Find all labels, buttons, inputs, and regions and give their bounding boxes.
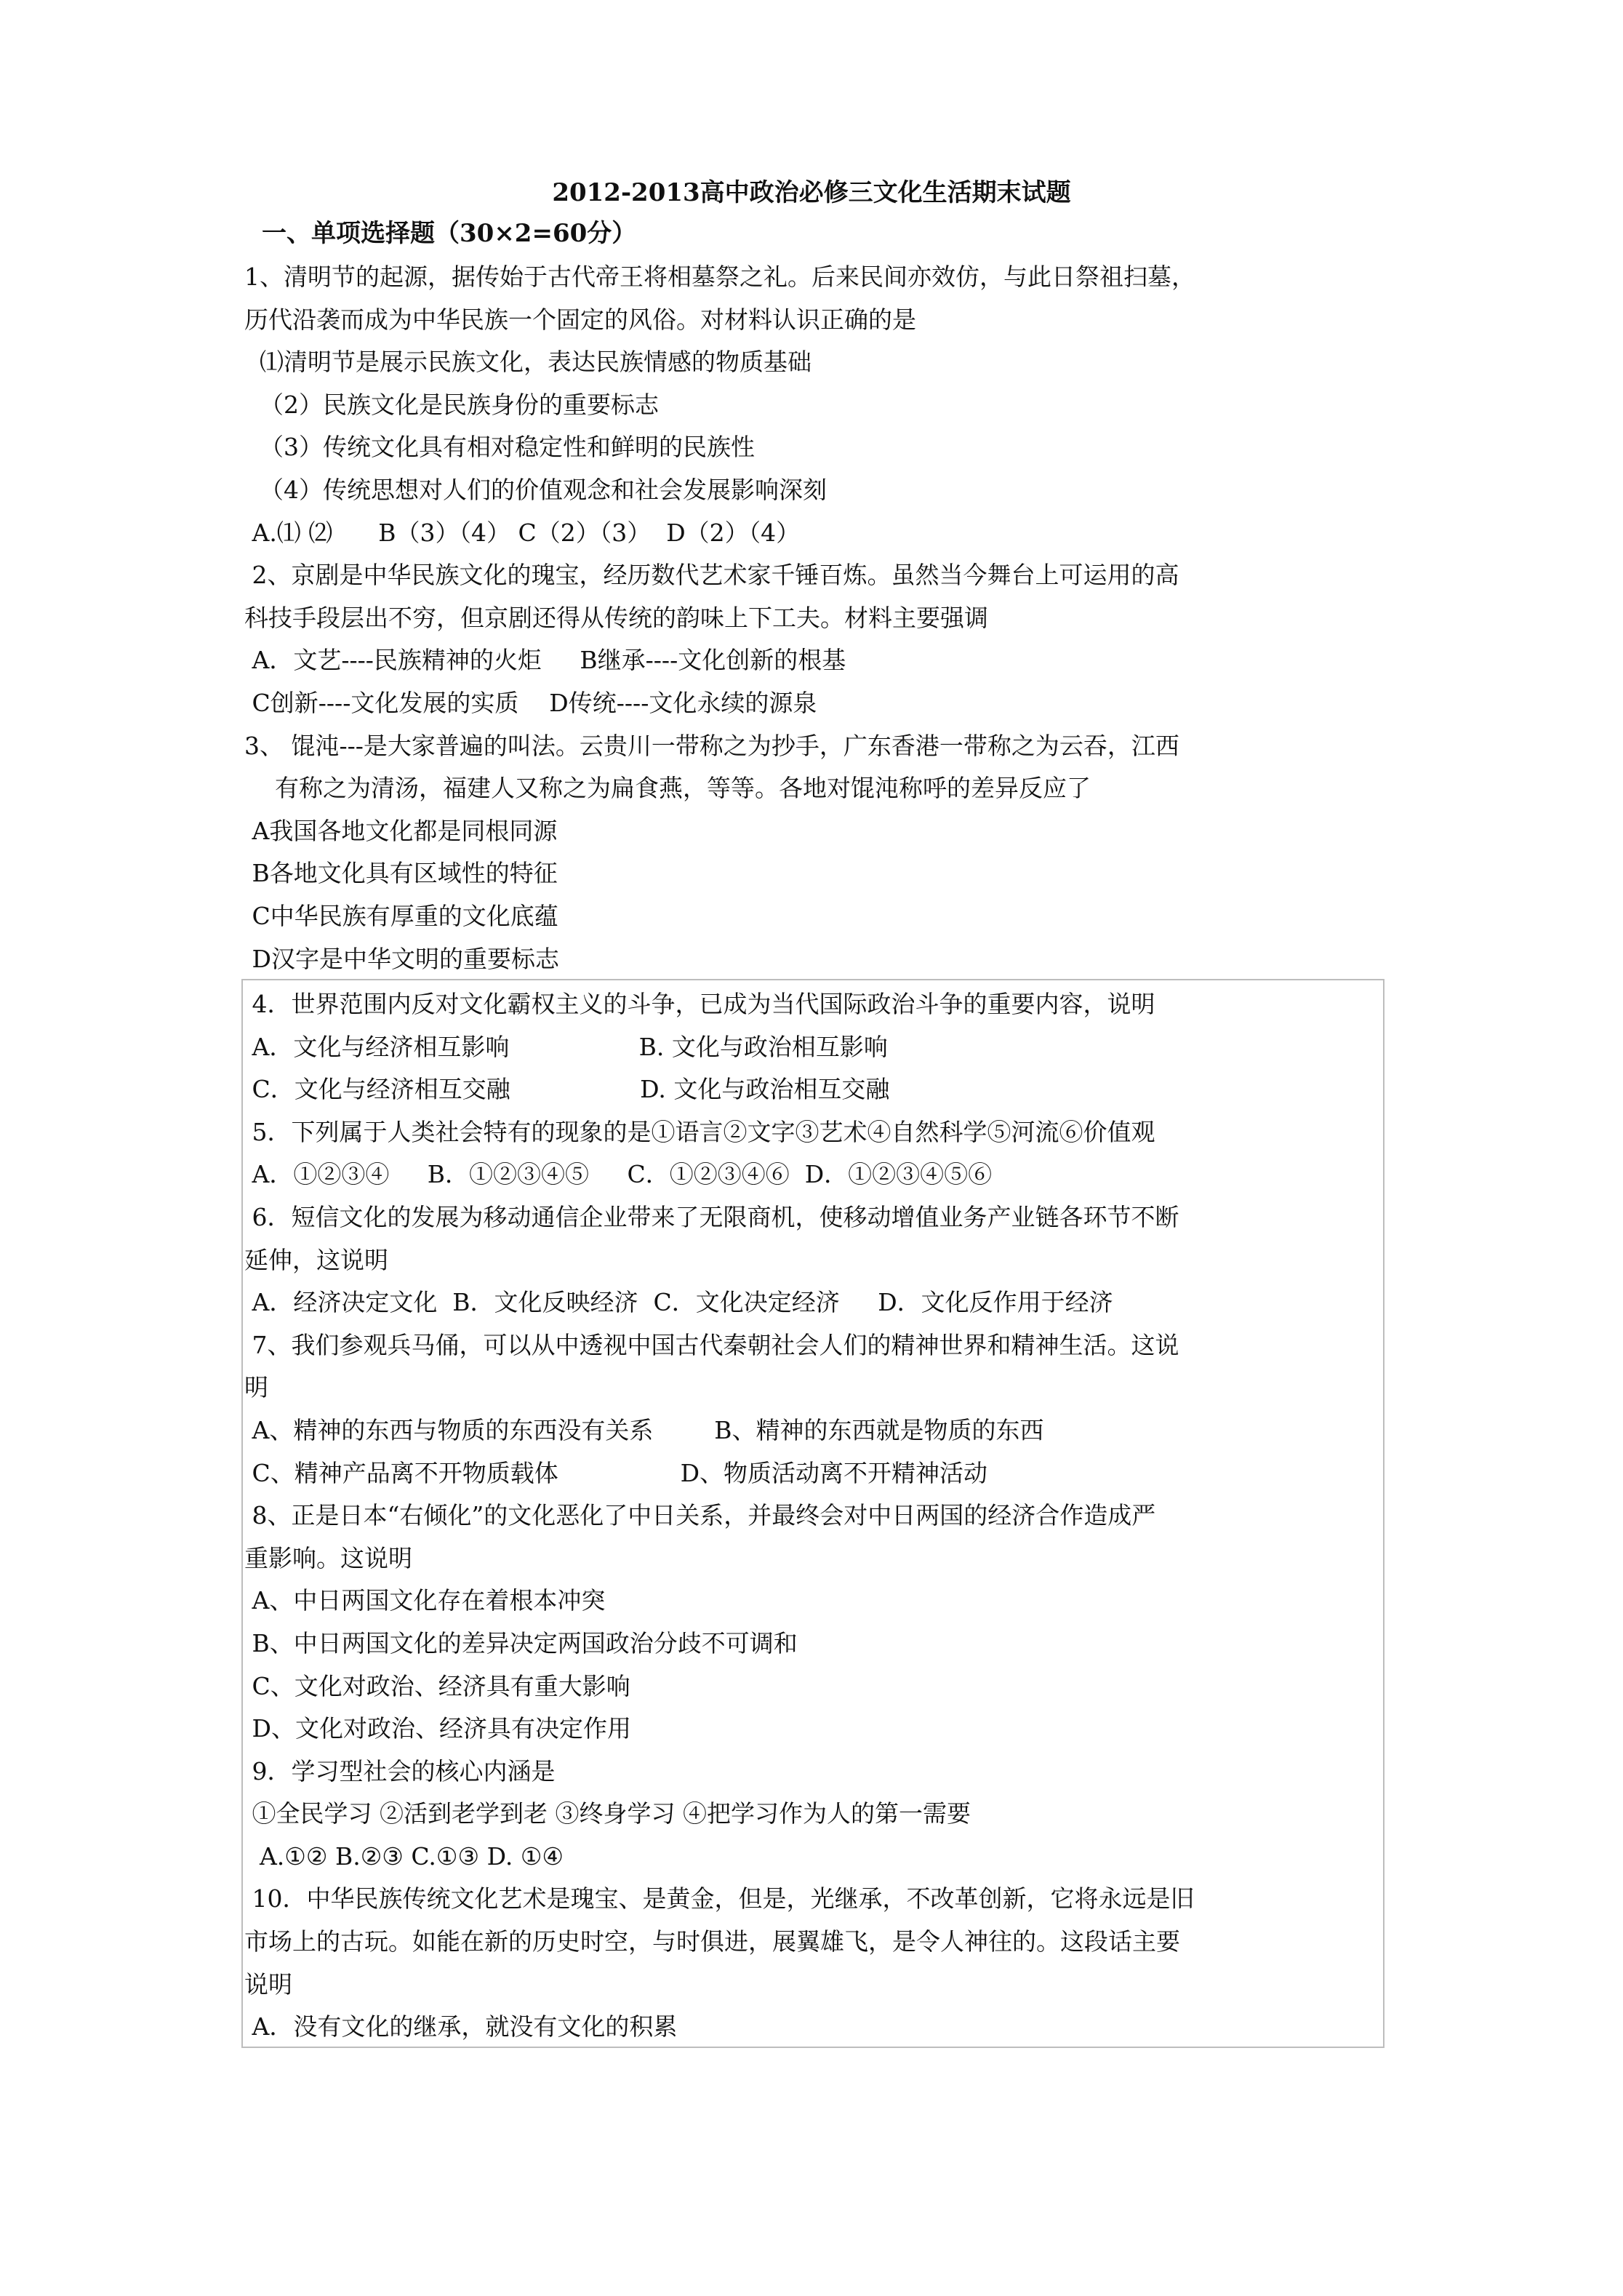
text-line: C创新----文化发展的实质 D传统----文化永续的源泉 <box>244 688 817 717</box>
text-line: A、中日两国文化存在着根本冲突 <box>244 1586 606 1615</box>
text-line: A．文艺----民族精神的火炬 B继承----文化创新的根基 <box>244 646 846 675</box>
text-line: A我国各地文化都是同根同源 <box>244 816 558 845</box>
text-line: C、文化对政治、经济具有重大影响 <box>244 1671 630 1700</box>
text-line: 7、我们参观兵马俑，可以从中透视中国古代秦朝社会人们的精神世界和精神生活。这说 <box>244 1330 1179 1359</box>
exam-title: 2012-2013高中政治必修三文化生活期末试题 <box>552 178 1071 207</box>
text-line: A.①② B.②③ C.①③ D. ①④ <box>244 1841 564 1871</box>
text-line: A.⑴ ⑵ B（3）（4） C（2）（3） D（2）（4） <box>244 518 801 547</box>
questions-part-2 <box>244 983 1379 2049</box>
text-line: 8、正是日本“右倾化”的文化恶化了中日关系，并最终会对中日两国的经济合作造成严 <box>244 1501 1156 1530</box>
text-line: 明 <box>244 1373 268 1402</box>
text-line: C．文化与经济相互交融 D. 文化与政治相互交融 <box>244 1075 890 1104</box>
text-line: B、中日两国文化的差异决定两国政治分歧不可调和 <box>244 1628 798 1657</box>
text-line: A．文化与经济相互影响 B. 文化与政治相互影响 <box>244 1032 888 1061</box>
text-line: C、精神产品离不开物质载体 D、物质活动离不开精神活动 <box>244 1458 988 1487</box>
text-line: （3）传统文化具有相对稳定性和鲜明的民族性 <box>244 433 755 462</box>
text-line: 1、清明节的起源，据传始于古代帝王将相墓祭之礼。后来民间亦效仿，与此日祭祖扫墓， <box>244 263 1195 291</box>
text-line: A．①②③④ B．①②③④⑤ C．①②③④⑥ D．①②③④⑤⑥ <box>244 1160 993 1189</box>
text-line: D、文化对政治、经济具有决定作用 <box>244 1714 631 1743</box>
text-line: ①全民学习 ②活到老学到老 ③终身学习 ④把学习作为人的第一需要 <box>244 1799 971 1828</box>
text-line: 说明 <box>244 1969 292 1999</box>
text-line: D汉字是中华文明的重要标志 <box>244 944 559 973</box>
text-line: 5．下列属于人类社会特有的现象的是①语言②文字③艺术④自然科学⑤河流⑥价值观 <box>244 1117 1155 1146</box>
text-line: 市场上的古玩。如能在新的历史时空，与时俱进，展翼雄飞，是令人神往的。这段话主要 <box>244 1927 1180 1956</box>
text-line: 10．中华民族传统文化艺术是瑰宝、是黄金，但是，光继承，不改革创新，它将永远是旧 <box>244 1884 1195 1913</box>
text-line: 科技手段层出不穷，但京剧还得从传统的韵味上下工夫。材料主要强调 <box>244 603 988 632</box>
text-line: 4．世界范围内反对文化霸权主义的斗争，已成为当代国际政治斗争的重要内容，说明 <box>244 990 1155 1018</box>
text-line: A．没有文化的继承，就没有文化的积累 <box>244 2012 678 2041</box>
text-line: C中华民族有厚重的文化底蕴 <box>244 901 558 930</box>
text-line: A．经济决定文化 B．文化反映经济 C．文化决定经济 D．文化反作用于经济 <box>244 1288 1113 1317</box>
text-line: 重影响。这说明 <box>244 1543 412 1572</box>
text-line: B各地文化具有区域性的特征 <box>244 859 558 888</box>
text-line: 有称之为清汤，福建人又称之为扁食燕，等等。各地对馄沌称呼的差异反应了 <box>244 774 1091 803</box>
text-line: 6．短信文化的发展为移动通信企业带来了无限商机，使移动增值业务产业链各环节不断 <box>244 1202 1179 1231</box>
text-line: A、精神的东西与物质的东西没有关系 B、精神的东西就是物质的东西 <box>244 1415 1044 1444</box>
text-line: 历代沿袭而成为中华民族一个固定的风俗。对材料认识正确的是 <box>244 305 916 334</box>
text-line: ⑴清明节是展示民族文化，表达民族情感的物质基础 <box>244 348 812 377</box>
text-line: 2、京剧是中华民族文化的瑰宝，经历数代艺术家千锤百炼。虽然当今舞台上可运用的高 <box>244 561 1179 590</box>
text-line: 3、 馄沌---是大家普遍的叫法。云贵川一带称之为抄手，广东香港一带称之为云吞，江西 <box>244 731 1179 760</box>
questions-part-1 <box>244 256 1379 980</box>
text-line: 9．学习型社会的核心内涵是 <box>244 1756 556 1785</box>
text-line: （2）民族文化是民族身份的重要标志 <box>244 390 659 419</box>
section-heading: 一、单项选择题（30×2=60分） <box>262 219 637 248</box>
text-line: 延伸，这说明 <box>244 1245 388 1274</box>
text-line: （4）传统思想对人们的价值观念和社会发展影响深刻 <box>244 475 827 504</box>
